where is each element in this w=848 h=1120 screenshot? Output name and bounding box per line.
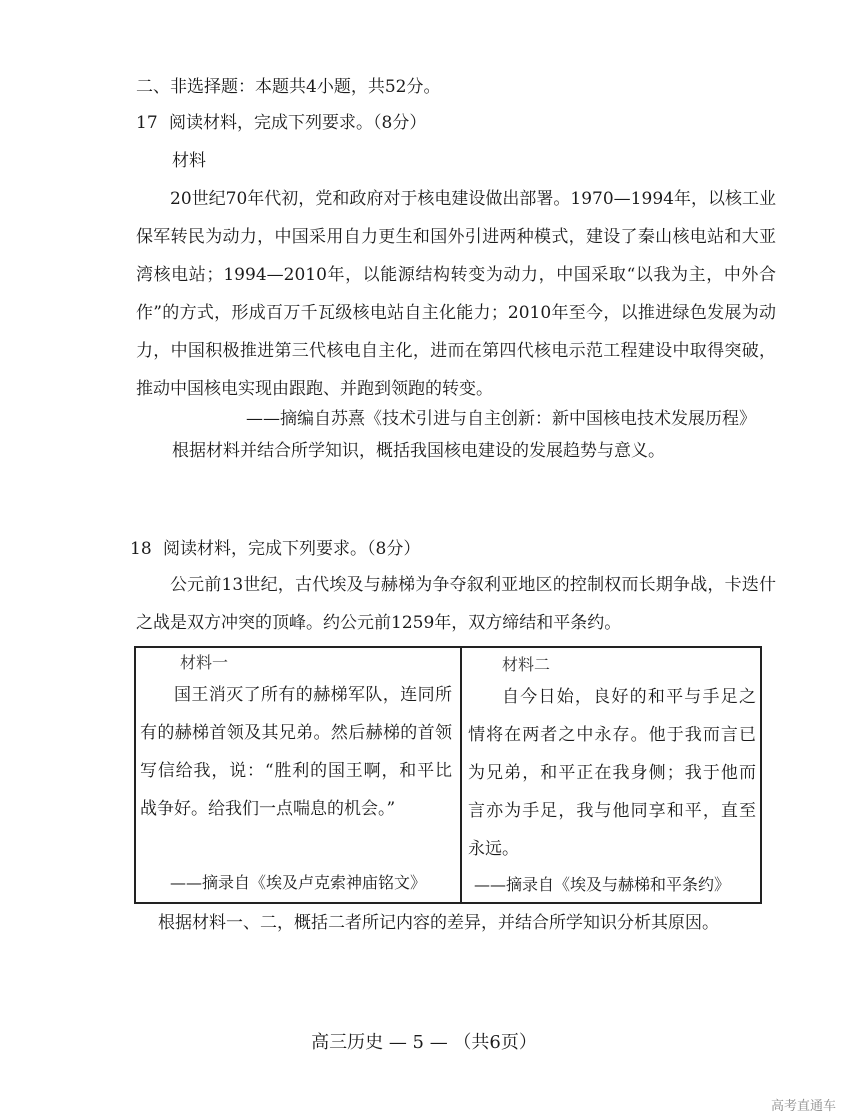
q18-intro: 公元前13世纪，古代埃及与赫梯为争夺叙利亚地区的控制权而长期争战，卡迭什之战是双方冲突的顶峰。约公元前1259年，双方缔结和平条约。 xyxy=(136,575,776,633)
q18-number: 18 xyxy=(130,539,152,559)
q18-header xyxy=(130,538,420,560)
q18-task: 根据材料一、二，概括二者所记内容的差异，并结合所学知识分析其原因。 xyxy=(158,913,719,933)
material1-text: 国王消灭了所有的赫梯军队，连同所有的赫梯首领及其兄弟。然后赫梯的首领写信给我，说：“胜利的国王啊，和平比战争好。给我们一点喘息的机会。” xyxy=(140,685,452,819)
q17-source: ——摘编自苏熹《技术引进与自主创新：新中国核电技术发展历程》 xyxy=(246,409,756,429)
q17-task: 根据材料并结合所学知识，概括我国核电建设的发展趋势与意义。 xyxy=(172,441,665,461)
material1-source: ——摘录自《埃及卢克索神庙铭文》 xyxy=(170,873,427,892)
material1-label: 材料一 xyxy=(180,653,229,672)
q17-paragraph: 20世纪70年代初，党和政府对于核电建设做出部署。1970—1994年，以核工业保军转民为动力，中国采用自力更生和国外引进两种模式，建设了秦山核电站和大亚湾核电站；1994—2010年，以能源结构转变为动力，中国采取“以我为主，中外合作”的方式，形成百万千瓦级核电站自主化能力；2010年至今，以推进绿色发展为动力，中国积极推进第三代核电自主化，进而在第四代核电示范工程建设中取得突破，推动中国核电实现由跟跑、并跑到领跑的转变。 xyxy=(136,189,776,399)
q18-prompt: 阅读材料，完成下列要求。（8分） xyxy=(163,539,421,559)
q17-prompt: 阅读材料，完成下列要求。（8分） xyxy=(169,113,427,133)
q17-number: 17 xyxy=(136,113,158,133)
q17-header xyxy=(136,112,426,134)
material2-label: 材料二 xyxy=(502,655,551,674)
page-footer: 高三历史 — 5 — （共6页） xyxy=(311,1032,537,1053)
section-heading: 二、非选择题：本题共4小题，共52分。 xyxy=(136,77,441,97)
material2-source: ——摘录自《埃及与赫梯和平条约》 xyxy=(474,875,731,894)
q17-material-label: 材料 xyxy=(172,151,206,171)
watermark: 高考直通车 xyxy=(770,1099,836,1114)
materials-table-divider xyxy=(460,646,462,904)
material2-text: 自今日始，良好的和平与手足之情将在两者之中永存。他于我而言已为兄弟，和平正在我身侧；我于他而言亦为手足，我与他同享和平，直至永远。 xyxy=(468,687,756,859)
